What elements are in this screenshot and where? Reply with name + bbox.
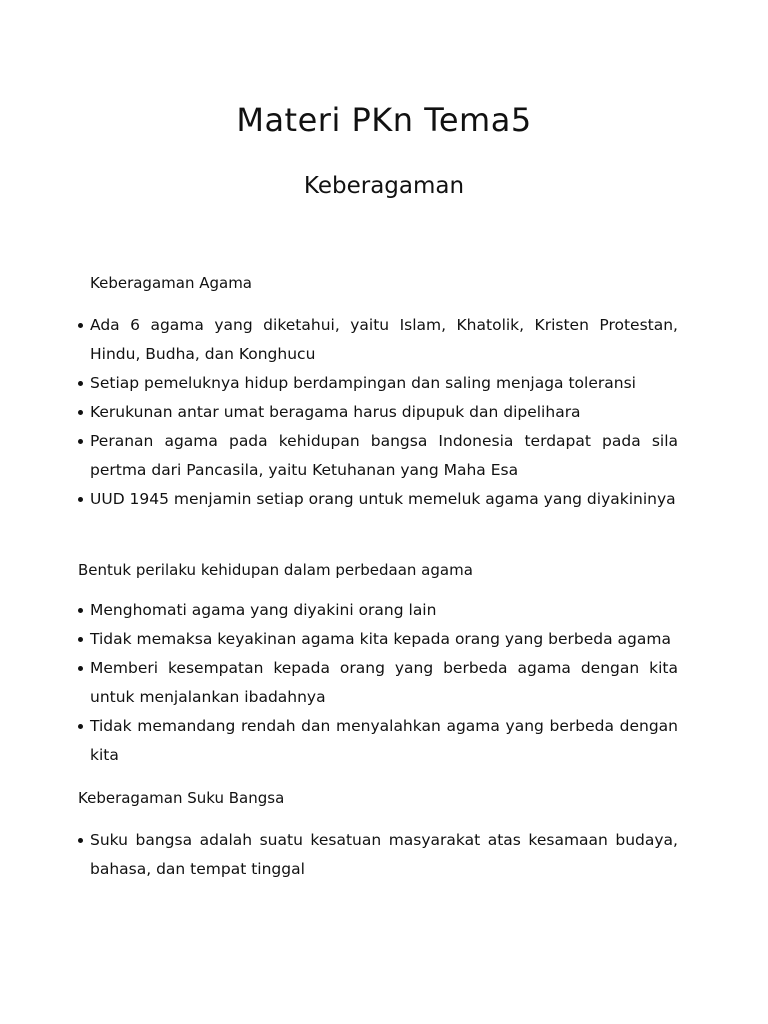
list-item-text: Memberi kesempatan kepada orang yang berbeda agama dengan kita untuk menjalankan ibadahnya (90, 659, 678, 706)
list-item-text: Peranan agama pada kehidupan bangsa Indonesia terdapat pada sila pertma dari Pancasila, yaitu Ketuhanan yang Maha Esa (90, 432, 678, 479)
list-item (78, 596, 678, 625)
list-item (78, 485, 678, 514)
list-item (78, 398, 678, 427)
list-item-text: Suku bangsa adalah suatu kesatuan masyarakat atas kesamaan budaya, bahasa, dan tempat tinggal (90, 831, 678, 878)
bullet-icon (78, 497, 83, 502)
list-item-text: UUD 1945 menjamin setiap orang untuk memeluk agama yang diyakininya (90, 490, 676, 508)
bullet-icon (78, 608, 83, 613)
list-item (78, 311, 678, 369)
list-item (78, 369, 678, 398)
bullet-icon (78, 381, 83, 386)
section-heading-agama: Keberagaman Agama (90, 274, 252, 292)
list-item (78, 427, 678, 485)
bullet-icon (78, 666, 83, 671)
list-item-text: Ada 6 agama yang diketahui, yaitu Islam, Khatolik, Kristen Protestan, Hindu, Budha, dan Konghucu (90, 316, 678, 363)
bullet-icon (78, 439, 83, 444)
bullet-icon (78, 724, 83, 729)
bullet-icon (78, 410, 83, 415)
section-heading-perilaku: Bentuk perilaku kehidupan dalam perbedaan agama (78, 561, 473, 579)
bullet-icon (78, 323, 83, 328)
bullet-list-agama (78, 311, 678, 514)
list-item-text: Setiap pemeluknya hidup berdampingan dan saling menjaga toleransi (90, 374, 636, 392)
list-item (78, 625, 678, 654)
list-item (78, 826, 678, 884)
list-item-text: Menghomati agama yang diyakini orang lain (90, 601, 437, 619)
bullet-icon (78, 637, 83, 642)
list-item (78, 654, 678, 712)
page-subtitle: Keberagaman (303, 173, 465, 199)
page-title: Materi PKn Tema5 (236, 101, 532, 139)
list-item-text: Tidak memandang rendah dan menyalahkan agama yang berbeda dengan kita (90, 717, 678, 764)
section-heading-suku: Keberagaman Suku Bangsa (78, 789, 285, 807)
list-item-text: Tidak memaksa keyakinan agama kita kepada orang yang berbeda agama (90, 630, 671, 648)
bullet-list-suku (78, 826, 678, 884)
bullet-list-perilaku (78, 596, 678, 770)
list-item-text: Kerukunan antar umat beragama harus dipupuk dan dipelihara (90, 403, 581, 421)
list-item (78, 712, 678, 770)
bullet-icon (78, 838, 83, 843)
